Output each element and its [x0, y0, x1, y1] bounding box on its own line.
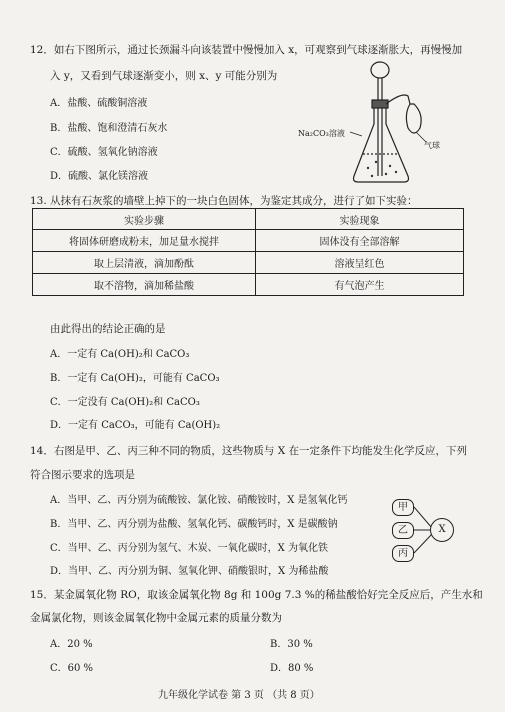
table-header-phenomena: 实验现象: [256, 209, 464, 230]
q15-line1: 15．某金属氧化物 RO，取该金属氧化物 8g 和 100g 7.3 %的稀盐酸恰好完全反应后，产生水和: [30, 589, 483, 601]
table-header-row: [33, 209, 464, 230]
q13-option-a[interactable]: A．一定有 Ca(OH)₂和 CaCO₃: [50, 349, 190, 360]
table-cell: 取上层清液，滴加酚酞: [33, 252, 256, 274]
table-cell: 取不溶物，滴加稀盐酸: [33, 274, 256, 296]
table-row: [33, 274, 464, 296]
q14-option-a[interactable]: A．当甲、乙、丙分别为硫酸铵、氯化铵、硝酸铵时，X 是氢氧化钙: [50, 495, 348, 506]
q12-option-a[interactable]: A．盐酸、硫酸铜溶液: [50, 98, 148, 109]
table-cell: 将固体研磨成粉末，加足量水搅拌: [33, 230, 256, 252]
q14-option-c[interactable]: C．当甲、乙、丙分别为氢气、木炭、一氧化碳时，X 为氧化铁: [50, 543, 328, 554]
q12-option-d[interactable]: D．硫酸、氯化镁溶液: [50, 171, 149, 182]
table-row: [33, 230, 464, 252]
q13-option-c[interactable]: C．一定没有 Ca(OH)₂和 CaCO₃: [50, 397, 200, 408]
experiment-table: [32, 208, 464, 296]
table-cell: 固体没有全部溶解: [256, 230, 464, 252]
q12-option-b[interactable]: B．盐酸、饱和澄清石灰水: [50, 123, 168, 134]
table-cell: 溶液呈红色: [256, 252, 464, 274]
diagram-node-jia: 甲: [392, 499, 414, 516]
q15-option-b[interactable]: B．30 %: [270, 639, 313, 650]
q15-line2: 金属氯化物，则该金属氧化物中金属元素的质量分数为: [30, 612, 282, 624]
q15-option-d[interactable]: D．80 %: [270, 663, 314, 674]
q15-option-c[interactable]: C．60 %: [50, 663, 94, 674]
q14-line1: 14．右图是甲、乙、丙三种不同的物质，这些物质与 X 在一定条件下均能发生化学反应，下列: [30, 445, 468, 457]
table-row: [33, 252, 464, 274]
page-footer: 九年级化学试卷 第 3 页 （共 8 页）: [158, 690, 320, 701]
q14-option-b[interactable]: B．当甲、乙、丙分别为盐酸、氢氧化钙、碳酸钙时，X 是碳酸钠: [50, 519, 338, 530]
diagram-node-bing: 丙: [392, 545, 414, 562]
diagram-node-yi: 乙: [392, 522, 414, 539]
q12-line1: 12．如右下图所示，通过长颈漏斗向该装置中慢慢加入 x，可观察到气球逐渐胀大，再慢慢加: [30, 44, 463, 56]
q13-option-d[interactable]: D．一定有 CaCO₃，可能有 Ca(OH)₂: [50, 420, 221, 431]
table-cell: 有气泡产生: [256, 274, 464, 296]
q13-stem: 13. 从抹有石灰浆的墙壁上掉下的一块白色固体，为鉴定其成分，进行了如下实验：: [30, 195, 418, 207]
q12-line2: 入 y，又看到气球逐渐变小，则 x、y 可能分别为: [50, 70, 278, 82]
q14-line2: 符合图示要求的选项是: [30, 469, 135, 481]
figure-label-solution: Na₂CO₃溶液: [298, 129, 345, 138]
q13-conclusion: 由此得出的结论正确的是: [50, 323, 166, 335]
figure-label-balloon: 气球: [424, 141, 440, 150]
flask-apparatus-figure: [346, 58, 456, 190]
table-header-steps: 实验步骤: [33, 209, 256, 230]
q14-option-d[interactable]: D．当甲、乙、丙分别为铜、氢氧化钾、硝酸银时，X 为稀盐酸: [50, 566, 329, 577]
q12-option-c[interactable]: C．硫酸、氢氧化钠溶液: [50, 147, 158, 158]
q13-option-b[interactable]: B．一定有 Ca(OH)₂，可能有 CaCO₃: [50, 373, 220, 384]
diagram-node-x: X: [430, 518, 454, 542]
q15-option-a[interactable]: A．20 %: [50, 639, 93, 650]
